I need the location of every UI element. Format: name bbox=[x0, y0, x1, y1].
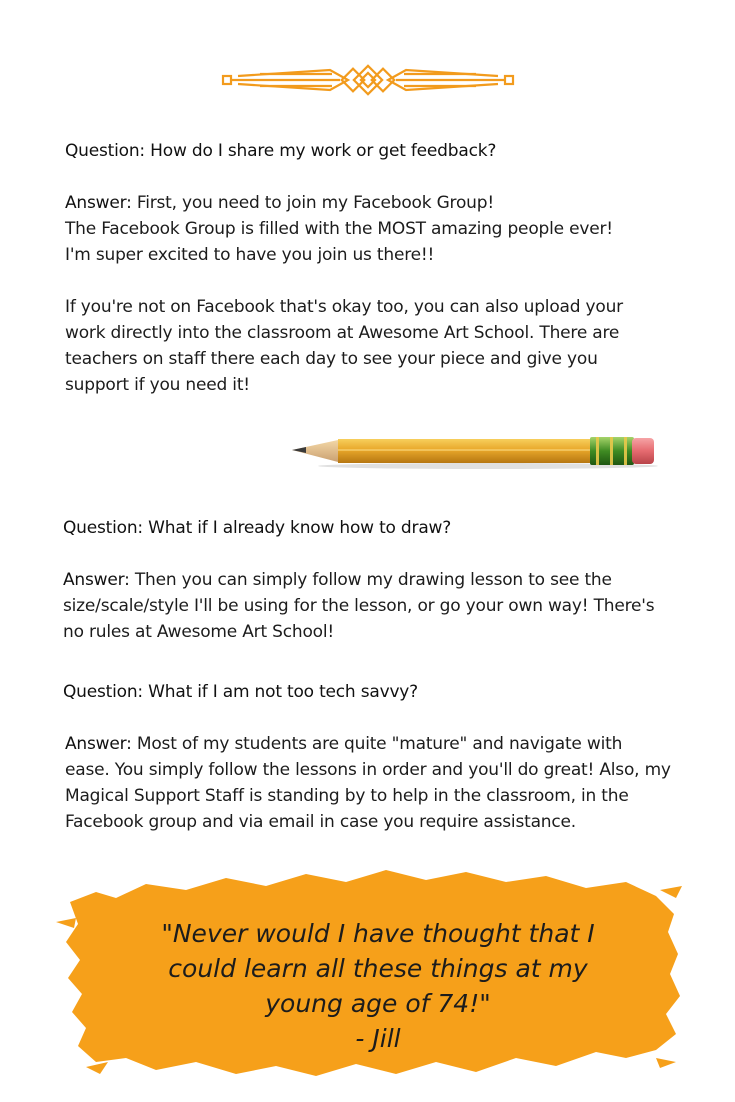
pencil-icon bbox=[288, 432, 660, 472]
testimonial-quote bbox=[150, 916, 606, 1056]
answer-line: work directly into the classroom at Awesome Art School. There are bbox=[65, 323, 620, 343]
question-text: Question: How do I share my work or get feedback? bbox=[65, 141, 497, 161]
faq-item-already-draw bbox=[63, 515, 673, 645]
answer-text bbox=[65, 190, 675, 398]
faq-item-tech-savvy bbox=[63, 679, 673, 835]
answer-line: The Facebook Group is filled with the MOST amazing people ever! bbox=[65, 219, 613, 239]
answer-line: Facebook group and via email in case you require assistance. bbox=[65, 812, 576, 832]
quote-author: - Jill bbox=[355, 1024, 401, 1053]
answer-line: Most of my students are quite "mature" and navigate with bbox=[136, 734, 623, 754]
answer-line: ease. You simply follow the lessons in order and you'll do great! Also, my bbox=[65, 760, 671, 780]
answer-line: Then you can simply follow my drawing lesson to see the bbox=[134, 570, 612, 590]
question-text: Question: What if I already know how to draw? bbox=[63, 518, 452, 538]
quote-line: could learn all these things at my bbox=[168, 954, 588, 983]
answer-text bbox=[63, 731, 673, 835]
answer-text bbox=[63, 567, 673, 645]
quote-line: "Never would I have thought that I bbox=[161, 919, 595, 948]
answer-line: Magical Support Staff is standing by to help in the classroom, in the bbox=[65, 786, 629, 806]
answer-line: no rules at Awesome Art School! bbox=[63, 622, 334, 642]
answer-line: teachers on staff there each day to see your piece and give you bbox=[65, 349, 598, 369]
question-text: Question: What if I am not too tech savvy? bbox=[63, 682, 418, 702]
quote-line: young age of 74!" bbox=[265, 989, 491, 1018]
faq-item-share-work bbox=[65, 138, 675, 398]
answer-line: support if you need it! bbox=[65, 375, 250, 395]
answer-label: Answer: bbox=[65, 193, 132, 213]
answer-label: Answer: bbox=[63, 570, 130, 590]
answer-label: Answer: bbox=[65, 734, 132, 754]
art-deco-divider-icon bbox=[220, 62, 516, 100]
answer-line: First, you need to join my Facebook Group! bbox=[136, 193, 494, 213]
answer-line: If you're not on Facebook that's okay too, you can also upload your bbox=[65, 297, 623, 317]
answer-line: I'm super excited to have you join us there!! bbox=[65, 245, 435, 265]
answer-line: size/scale/style I'll be using for the lesson, or go your own way! There's bbox=[63, 596, 655, 616]
